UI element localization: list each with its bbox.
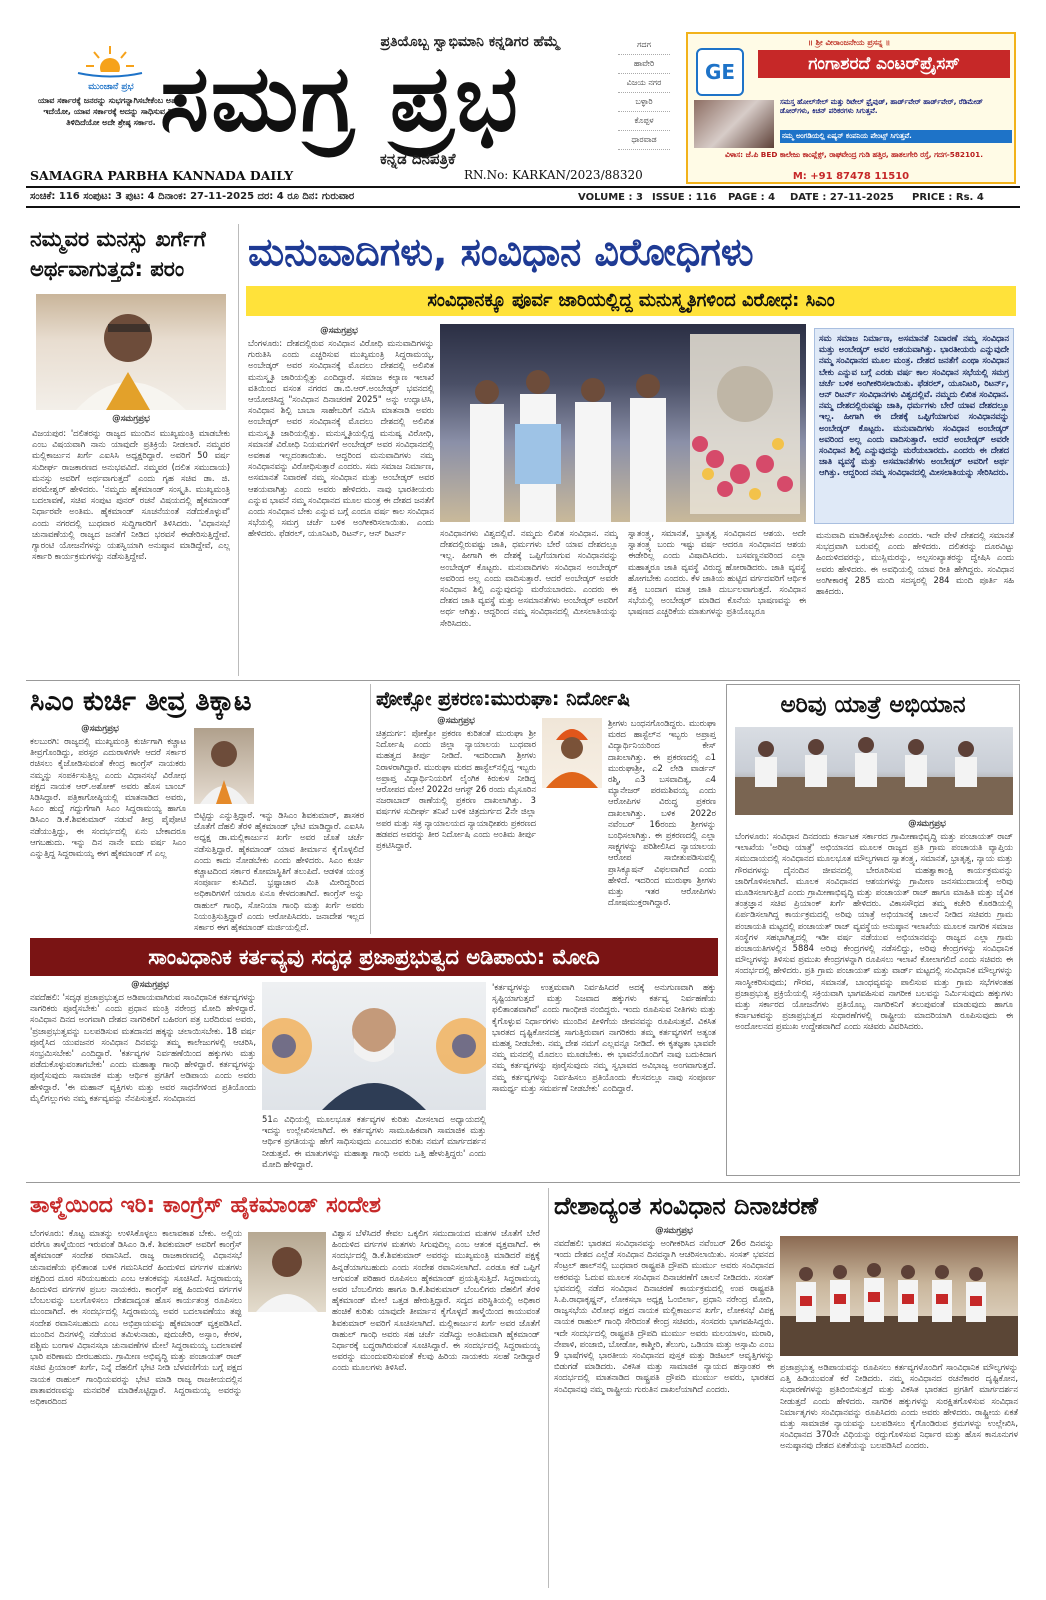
section-rule — [26, 680, 1020, 681]
lead-sidebar-text: ಸಮ ಸಮಾಜ ನಿರ್ಮಾಣ, ಅಸಮಾನತೆ ನಿವಾರಣೆ ನಮ್ಮ ಸಂವಿಧಾನ ಮತ್ತು ಅಂಬೇಡ್ಕರ್ ಅವರ ಆಶಯವಾಗಿತ್ತು. ಭಾರತೀಯರು ಎನ್ನುವುದೇ ನಮ್ಮ ಸಂವಿಧಾನದ ಮೂಲ ಮಂತ್ರ. ದೇಶದ ಜನತೆಗೆ ಎಂಥಾ ಸಂವಿಧಾನ ಬೇಕು ಎನ್ನುವ ಬಗ್ಗೆ ಎರಡು ವರ್ಷ ಕಾಲ ಸಂವಿಧಾನ ಸಭೆಯಲ್ಲಿ ಸಮಗ್ರ ಚರ್ಚೆ ಬಳಿಕ ಅಂಗೀಕರಿಸಲಾಯಿತು. ಫೆಡರಲ್, ಯೂನಿಟರಿ, ರಿಟರ್ನ್, ಆನ್ ರಿಟರ್ನ್ ಸಂವಿಧಾನಗಳು ವಿಶ್ವದಲ್ಲಿವೆ. ನಮ್ಮದು ಲಿಖಿತ ಸಂವಿಧಾನ. ನಮ್ಮ ದೇಶದಲ್ಲಿರುವಷ್ಟು ಜಾತಿ, ಧರ್ಮಗಳು ಬೇರೆ ಯಾವ ದೇಶದಲ್ಲೂ ಇಲ್ಲ. ಹೀಗಾಗಿ ಈ ದೇಶಕ್ಕೆ ಒಪ್ಪಿಗೆಯಾಗುವ ಸಂವಿಧಾನವನ್ನು ಅಂಬೇಡ್ಕರ್ ಕೊಟ್ಟರು. ಮನುವಾದಿಗಳು ಸಂವಿಧಾನ ಅಂಬೇಡ್ಕರ್ ಅವರಿಂದ ಅಲ್ಲ ಎಂದು ವಾದಿಸುತ್ತಾರೆ. ಆದರೆ ಅಂಬೇಡ್ಕರ್ ಅವರೇ ಸಂವಿಧಾನ ಶಿಲ್ಪಿ ಎನ್ನುವುದನ್ನು ಮರೆಯಬಾರದು. ಎಂದರು ಈ ದೇಶದ ಜಾತಿ ವ್ಯವಸ್ಥೆ ಮತ್ತು ಅಸಮಾನತೆಗಳು ಅಂಬೇಡ್ಕರ್ ಅವರಿಗೆ ಅರ್ಥ ಆಗಿತ್ತು. ಆದ್ದರಿಂದ ನಮ್ಮ ಸಂವಿಧಾನದಲ್ಲಿ ಮೀಸಲಾತಿಯನ್ನು ಸೇರಿಸಿದರು. — [819, 333, 1009, 478]
byline: @ಸಮಗ್ರಪ್ರಭ — [908, 819, 946, 829]
issue-date: DATE : 27-11-2025 — [790, 192, 894, 203]
ad-name: ಗಂಗಾಶರದೆ ಎಂಟರ್‌ಪ್ರೈಸಸ್ — [758, 50, 1010, 78]
sun-logo-icon — [70, 42, 150, 82]
story-headline: ತಾಳ್ಮೆಯಿಂದ ಇರಿ: ಕಾಂಗ್ರೆಸ್ ಹೈಕಮಾಂಡ್ ಸಂದೇಶ — [30, 1193, 381, 1218]
masthead-tagline: ಪ್ರತಿಯೊಬ್ಬ ಸ್ವಾಭಿಮಾನಿ ಕನ್ನಡಿಗರ ಹೆಮ್ಮೆ — [380, 34, 560, 50]
samvidhana-col-2: ಪ್ರಜಾಪ್ರಭುತ್ವ ಅಡಿಪಾಯವನ್ನು ರೂಪಿಸಲು ಕರ್ತವ್ಯಗಳೊಂದಿಗೆ ಸಾಂವಿಧಾನಿಕ ಮೌಲ್ಯಗಳನ್ನು ಎತ್ತಿ ಹಿಡಿಯುವಂತೆ ಕರೆ ನೀಡಿದರು. ನಮ್ಮ ಸಂವಿಧಾನದ ರಚನೆಕಾರರ ದೃಷ್ಟಿಕೋನ, ಸುಧಾರಣೆಗಳನ್ನು ಪ್ರತಿಬಿಂಬಿಸುತ್ತದೆ ಮತ್ತು ವಿಕಸಿತ ಭಾರತದ ಪ್ರಗತಿಗೆ ಮಾರ್ಗದರ್ಶನ ನೀಡುತ್ತದೆ ಎಂದು ಹೇಳಿದರು. ನಾಗರಿಕ ಹಕ್ಕುಗಳನ್ನು ಸುರಕ್ಷಿತಗೊಳಿಸುವ ಸಂವಿಧಾನ ನಿರ್ಮಾತೃಗಳು ಸಂವಿಧಾನವನ್ನು ರೂಪಿಸಿದರು ಎಂದು ಅವರು ಹೇಳಿದರು. ರಾಷ್ಟ್ರೀಯ ಏಕತೆ ಮತ್ತು ಸಾಮಾಜಿಕ ನ್ಯಾಯವನ್ನು ಬಲಪಡಿಸಲು ಕೈಗೊಂಡಿರುವ ಕ್ರಮಗಳನ್ನು ಉಲ್ಲೇಖಿಸಿ, ಸಂವಿಧಾನದ 370ನೇ ವಿಧಿಯನ್ನು ರದ್ದುಗೊಳಿಸುವ ನಿರ್ಧಾರ ಮತ್ತು ಹೊಸ ಕಾನೂನುಗಳ ಅನುಷ್ಠಾನವು ದೇಶದ ಏಕತೆಯನ್ನು ಬಲಪಡಿಸಿದೆ ಎಂದರು. — [780, 1362, 1018, 1451]
photo-dk-shivakumar — [248, 1232, 326, 1312]
modi-headline: ಸಾಂವಿಧಾನಿಕ ಕರ್ತವ್ಯವು ಸದೃಢ ಪ್ರಜಾಪ್ರಭುತ್ವದ ಅಡಿಪಾಯ: ಮೋದಿ — [30, 938, 718, 976]
story-parameshwar — [30, 224, 232, 676]
rn-number: RN.No: KARKAN/2023/88320 — [464, 168, 643, 182]
edition-item[interactable]: ಕೊಪ್ಪಳ — [618, 112, 670, 131]
logo — [70, 42, 150, 82]
story-samvidhana — [554, 1188, 1020, 1588]
ad-photo — [694, 100, 774, 148]
edition-item[interactable]: ಬಳ್ಳಾರಿ — [618, 93, 670, 112]
cm-chair-col-1: ಕಲಬುರಗಿ: ರಾಜ್ಯದಲ್ಲಿ ಮುಖ್ಯಮಂತ್ರಿ ಕುರ್ಚಿಗಾಗಿ ಕಚ್ಚಾಟ ತೀವ್ರಗೊಂಡಿದ್ದು, ಪರಸ್ಪರ ಎದುರಾಳಿಗಳೇ ಆದರೆ ಸರ್ಕಾರ ರಚಿಸಲು ಕೈಜೋಡಿಸುವಂತೆ ಕೇಂದ್ರ ಕಾಂಗ್ರೆಸ್ ನಾಯಕರು ನಮ್ಮನ್ನು ಸಂಪರ್ಕಿಸುತ್ತಿಲ್ಲ ಎಂದು ವಿಧಾನಸಭೆ ವಿರೋಧ ಪಕ್ಷದ ನಾಯಕ ಆರ್.ಅಶೋಕ್ ಅವರು ಹೊಸ ಬಾಂಬ್ ಸಿಡಿಸಿದ್ದಾರೆ. ಪತ್ರಿಕಾಗೋಷ್ಠಿಯಲ್ಲಿ ಮಾತನಾಡಿದ ಅವರು, ಸಿಎಂ ಹುದ್ದೆ ಗದ್ದುಗೆಗಾಗಿ ಸಿಎಂ ಸಿದ್ದರಾಮಯ್ಯ ಹಾಗೂ ಡಿಸಿಎಂ ಡಿ.ಕೆ.ಶಿವಕುಮಾರ್ ನಡುವೆ ತೀವ್ರ ಪೈಪೋಟಿ ನಡೆಯುತ್ತಿದ್ದು, ಈ ಸಂದರ್ಭದಲ್ಲಿ ಏನು ಬೇಕಾದರೂ ಆಗಬಹುದು. ಇನ್ನು ದಿನ ನಾನೇ ಐದು ವರ್ಷ ಸಿಎಂ ಎನ್ನುತ್ತಿದ್ದ ಸಿದ್ದರಾಮಯ್ಯ ಈಗ ಹೈಕಮಾಂಡ್ ಗೆ ಎಲ್ಲ — [30, 736, 186, 859]
photo-cm-tribute — [440, 324, 806, 522]
lead-col-1: ಬೆಂಗಳೂರು: ದೇಶದಲ್ಲಿರುವ ಸಂವಿಧಾನ ವಿರೋಧಿ ಮನುವಾದಿಗಳನ್ನು ಗುರುತಿಸಿ ಎಂದು ಎಚ್ಚರಿಸುವ ಮುಖ್ಯಮಂತ್ರಿ ಸಿದ್ದರಾಮಯ್ಯ, ಅಂಬೇಡ್ಕರ್ ಅವರ ಸಂವಿಧಾನಕ್ಕೆ ಮೊದಲು ದೇಶದಲ್ಲಿ ಅಲಿಖಿತ ಮನುಸ್ಮೃತಿ ಜಾರಿಯಲ್ಲಿತ್ತು ಎಂದಿದ್ದಾರೆ. ಸಮಾಜ ಕಲ್ಯಾಣ ಇಲಾಖೆ ವತಿಯಿಂದ ವಸಂತ ನಗರದ ಡಾ.ಬಿ.ಆರ್.ಅಂಬೇಡ್ಕರ್ ಭವನದಲ್ಲಿ ಆಯೋಜಿಸಿದ್ದ "ಸಂವಿಧಾನ ದಿನಾಚರಣೆ 2025" ಅನ್ನು ಉದ್ಘಾಟಿಸಿ, ಸಂವಿಧಾನ ಶಿಲ್ಪಿ ಬಾಬಾ ಸಾಹೇಬರಿಗೆ ನಮಿಸಿ ಮಾತನಾಡಿ ಅವರು ಅಂಬೇಡ್ಕರ್ ಅವರ ಸಂವಿಧಾನಕ್ಕೆ ಮೊದಲು ದೇಶದಲ್ಲಿ ಅಲಿಖಿತ ಮನುಸ್ಮೃತಿ ಜಾರಿಯಲ್ಲಿತ್ತು. ಮನುಸ್ಮೃತಿಯಲ್ಲಿದ್ದ ಮನುಷ್ಯ ವಿರೋಧಿ, ಸಮಾನತೆ ವಿರೋಧಿ ನಿಯಮಗಳಿಗೆ ಅಂಬೇಡ್ಕರ್ ಅವರ ಸಂವಿಧಾನದಲ್ಲಿ ಅವಕಾಶ ಇಲ್ಲದಂತಾಯಿತು. ಆದ್ದರಿಂದ ಮನುವಾದಿಗಳು ನಮ್ಮ ಸಂವಿಧಾನವನ್ನು ವಿರೋಧಿಸುತ್ತಾರೆ ಎಂದರು. ಸಮ ಸಮಾಜ ನಿರ್ಮಾಣ, ಅಸಮಾನತೆ ನಿವಾರಣೆ ನಮ್ಮ ಸಂವಿಧಾನ ಮತ್ತು ಅಂಬೇಡ್ಕರ್ ಅವರ ಆಶಯವಾಗಿತ್ತು ಎಂದು ಅವರು ಹೇಳಿದರು. ನಾವು ಭಾರತೀಯರು ಎನ್ನುವ ಭಾವನೆ ನಮ್ಮ ಸಂವಿಧಾನದ ಮೂಲ ಮಂತ್ರ ಈ ದೇಶದ ಜನತೆಗೆ ಎಂದು ಸಂವಿಧಾನ ಬೇಕು ಎನ್ನುವ ಬಗ್ಗೆ ಎಂದೂ ವರ್ಷ ಕಾಲ ಸಂವಿಧಾನ ಸಭೆಯಲ್ಲಿ ಸಮಗ್ರ ಚರ್ಚೆ ಬಳಿಕ ಅಂಗೀಕರಿಸಲಾಯಿತು. ಎಂದು ಹೇಳಿದರು. ಫೆಡರಲ್, ಯೂನಿಟರಿ, ರಿಟರ್ನ್, ಆನ್ ರಿಟರ್ನ್ — [248, 338, 434, 539]
ad-mobile[interactable]: M: +91 87478 11510 — [792, 171, 910, 182]
cm-chair-col-2: ಬಿಟ್ಟಿದ್ದು ಎನ್ನುತ್ತಿದ್ದಾರೆ. ಇನ್ನು ಡಿಸಿಎಂ ಶಿವಕುಮಾರ್, ಶಾಸಕರ ಜೊತೆಗೆ ದೆಹಲಿ ತೆರಳಿ ಹೈಕಮಾಂಡ್ ಭೇಟಿ ಮಾಡಿದ್ದಾರೆ. ಎಐಸಿಸಿ ಅಧ್ಯಕ್ಷ ಡಾ.ಮಲ್ಲಿಕಾರ್ಜುನ ಖರ್ಗೆ ಅವರ ಜೊತೆ ಚರ್ಚೆ ನಡೆಸುತ್ತಿದ್ದಾರೆ. ಹೈಕಮಾಂಡ್ ಯಾವ ತೀರ್ಮಾನ ಕೈಗೊಳ್ಳಲಿದೆ ಎಂದು ಕಾದು ನೋಡಬೇಕು ಎಂದು ಹೇಳಿದರು. ಸಿಎಂ ಕುರ್ಚಿ ಕಚ್ಚಾಟದಿಂದ ಸರ್ಕಾರ ಕೋಮಾಸ್ಥಿತಿಗೆ ತಲುಪಿದೆ. ಆಡಳಿತ ಯಂತ್ರ ಸಂಪೂರ್ಣ ಕುಸಿದಿದೆ. ಭ್ರಷ್ಟಾಚಾರ ಮಿತಿ ಮೀರಿದ್ದರಿಂದ ಅಧಿಕಾರಿಗಳಿಗೆ ಯಾರೂ ಏನೂ ಕೇಳದಂತಾಗಿದೆ. ಕಾಂಗ್ರೆಸ್ ಅನ್ನು ರಾಹುಲ್ ಗಾಂಧಿ, ಸೋನಿಯಾ ಗಾಂಧಿ ಮತ್ತು ಖರ್ಗೆ ಅವರು ನಿಯಂತ್ರಿಸುತ್ತಿದ್ದಾರೆ ಎಂದು ಆರೋಪಿಸಿದರು. ಜನಾದೇಶ ಇಲ್ಲದ ಸರ್ಕಾರ ಈಗ ಹೈಕಮಾಂಡ್ ಮರ್ಜಿಯಲ್ಲಿದೆ. — [194, 810, 364, 932]
edition-item[interactable]: ಧಾರವಾಡ — [618, 131, 670, 150]
lead-headline: ಮನುವಾದಿಗಳು, ಸಂವಿಧಾನ ವಿರೋಧಿಗಳು — [248, 230, 754, 274]
lead-col-3: ಸ್ವಾತಂತ್ರ್ಯ, ಸಮಾನತೆ, ಭ್ರಾತೃತ್ವ ಸಂವಿಧಾನದ ಆಶಯ. ಅದೇ ಸ್ವಾತಂತ್ರ್ಯ ಬಂದು ಇಷ್ಟು ವರ್ಷ ಆದರೂ ಸಂವಿಧಾನದ ಆಶಯ ಈಡೇರಿಲ್ಲ ಎಂದು ವಿಷಾದಿಸಿದರು. ಬಸವಣ್ಣನವರಿಂದ ಎಲ್ಲಾ ಮಹಾತ್ಮರೂ ಜಾತಿ ವ್ಯವಸ್ಥೆ ವಿರುದ್ಧ ಹೋರಾಡಿದರು. ಜಾತಿ ವ್ಯವಸ್ಥೆ ಹೋಗಬೇಕು ಎಂದರು. ಕೆಳ ಜಾತಿಯ ಹುಟ್ಟಿದ ವರ್ಗದವರಿಗೆ ಆರ್ಥಿಕ ಶಕ್ತಿ ಬಂದಾಗ ಮಾತ್ರ ಜಾತಿ ದುರ್ಬಲವಾಗುತ್ತದೆ. ಸಂವಿಧಾನ ಸಭೆಯಲ್ಲಿ ಅಂಬೇಡ್ಕರ್ ಮಾಡಿದ ಕೊನೆಯ ಭಾಷಣವನ್ನು ಈ ಭಾಷಣದ ಎಚ್ಚರಿಕೆಯ ಮಾತುಗಳನ್ನು ಪ್ರತಿಯೊಬ್ಬರೂ — [628, 528, 806, 617]
modi-col-2: 51ಎ ವಿಧಿಯಲ್ಲಿ ಮೂಲಭೂತ ಕರ್ತವ್ಯಗಳ ಕುರಿತು ಮೀಸಲಾದ ಅಧ್ಯಾಯದಲ್ಲಿ ಇದನ್ನು ಉಲ್ಲೇಖಿಸಲಾಗಿದೆ. ಈ ಕರ್ತವ್ಯಗಳು ಸಾಮೂಹಿಕವಾಗಿ ಸಾಮಾಜಿಕ ಮತ್ತು ಆರ್ಥಿಕ ಪ್ರಗತಿಯನ್ನು ಹೇಗೆ ಸಾಧಿಸುವುದು ಎಂಬುದರ ಕುರಿತು ನಮಗೆ ಮಾರ್ಗದರ್ಶನ ನೀಡುತ್ತವೆ. ಈ ಮಾತುಗಳನ್ನು ಮಹಾತ್ಮಾ ಗಾಂಧಿ ಅವರು ಒತ್ತಿ ಹೇಳುತ್ತಿದ್ದರು' ಎಂದು ಮೋದಿ ಹೇಳಿದ್ದಾರೆ. — [262, 1114, 486, 1169]
ad-logo: GE — [696, 48, 744, 96]
story-headline: ಸಿಎಂ ಕುರ್ಚಿ ತೀವ್ರ ತಿಕ್ಕಾಟ — [30, 686, 252, 717]
ad-address: ವಿಳಾಸ: ಜೆ.ಪಿ BED ಕಾಲೇಜು ಕಾಂಪ್ಲೆಕ್ಸ್, ರಾಘವೇಂದ್ರ ಗುಡಿ ಹತ್ತಿರ, ಹಾತಲಗೇರಿ ರಸ್ತೆ, ಗದಗ-582101. — [725, 150, 983, 159]
story-headline: ಅರಿವು ಯಾತ್ರೆ ಅಭಿಯಾನ — [780, 692, 966, 718]
issue-volume: VOLUME : 3 — [578, 192, 643, 203]
byline: @ಸಮಗ್ರಪ್ರಭ — [81, 724, 119, 734]
story-headline: ದೇಶಾದ್ಯಂತ ಸಂವಿಧಾನ ದಿನಾಚರಣೆ — [554, 1192, 818, 1220]
mission-statement: ಯಾವ ಸರ್ಕಾರಕ್ಕೆ ಜನರನ್ನು ಸುಭಗನ್ನಾಗಿಸಬೇಕೆಂಬ ಅಪೇಕ್ಷೆ ಇದೆಯೋ, ಯಾವ ಸರ್ಕಾರಕ್ಕೆ ಅದನ್ನು ಸಾಧಿಸುವ ರೀತಿ ತಿಳಿದಿದೆಯೋ ಅದೇ ಶ್ರೇಷ್ಠ ಸರ್ಕಾರ. — [37, 96, 185, 127]
byline: @ಸಮಗ್ರಪ್ರಭ — [112, 414, 150, 424]
edition-item[interactable]: ಗದಗ — [618, 36, 670, 55]
edition-item[interactable]: ಹಾವೇರಿ — [618, 55, 670, 74]
congress-col-1: ಬೆಂಗಳೂರು: ಕೊಟ್ಟ ಮಾತನ್ನು ಉಳಿಸಿಕೊಳ್ಳಲು ಕಾಲಾವಕಾಶ ಬೇಕು. ಅಲ್ಲಿಯ ವರೆಗೂ ತಾಳ್ಮೆಯಿಂದ ಇರುವಂತೆ ಡಿಸಿಎಂ ಡಿ.ಕೆ. ಶಿವಕುಮಾರ್ ಅವರಿಗೆ ಕಾಂಗ್ರೆಸ್ ಹೈಕಮಾಂಡ್ ಸಂದೇಶ ರವಾನಿಸಿದೆ. ರಾಜ್ಯ ರಾಜಕಾರಣದಲ್ಲಿ ವಿಧಾನಸಭೆ ಚುನಾವಣೆಯ ಫಲಿತಾಂಶ ಬಳಿಕ ಗಮನಿಸಿದರೆ ಹಿಂದುಳಿದ ವರ್ಗಗಳ ಮತಗಳು ಪಕ್ಷದಿಂದ ದೂರ ಸರಿಯಬಹುದು ಎಂಬ ಆತಂಕವನ್ನು ಸೂಚಿಸಿದೆ. ಸಿದ್ದರಾಮಯ್ಯ ಹಿಂದುಳಿದ ವರ್ಗಗಳ ಪ್ರಬಲ ನಾಯಕರು. ಕಾಂಗ್ರೆಸ್ ಪಕ್ಷ ಹಿಂದುಳಿದ ವರ್ಗಗಳ ಬೆಂಬಲವನ್ನು ಬಲಗೊಳಿಸಲು ದೇಶದಾದ್ಯಂತ ಹೊಸ ಕಾರ್ಯತಂತ್ರ ರೂಪಿಸಲು ಮುಂದಾಗಿದೆ. ಈ ಸಂದರ್ಭದಲ್ಲಿ ಸಿದ್ದರಾಮಯ್ಯ ಅವರ ಬದಲಾವಣೆಯು ತಪ್ಪು ಸಂದೇಶ ರವಾನಿಸಬಹುದು ಎಂಬ ಅಭಿಪ್ರಾಯವನ್ನು ಹೈಕಮಾಂಡ್ ವ್ಯಕ್ತಪಡಿಸಿದೆ. ಮುಂದಿನ ದಿನಗಳಲ್ಲಿ ನಡೆಯುವ ತಮಿಳುನಾಡು, ಪುದುಚೇರಿ, ಅಸ್ಸಾಂ, ಕೇರಳ, ಪಶ್ಚಿಮ ಬಂಗಾಳ ವಿಧಾನಸಭಾ ಚುನಾವಣೆಗಳ ಮೇಲೆ ಸಿದ್ದರಾಮಯ್ಯ ಬದಲಾವಣೆ ಭಾರಿ ಪರಿಣಾಮ ಬೀರಬಹುದು. ಗ್ರಾಮೀಣ ಅಭಿವೃದ್ಧಿ ಮತ್ತು ಪಂಚಾಯತ್ ರಾಜ್ ಸಚಿವ ಪ್ರಿಯಾಂಕ್ ಖರ್ಗೆ, ನಿನ್ನೆ ದೆಹಲಿಗೆ ಭೇಟಿ ನೀಡಿ ಬೆಳವಣಿಗೆಯ ಬಗ್ಗೆ ಪಕ್ಷದ ನಾಯಕ ರಾಹುಲ್ ಗಾಂಧಿಯವರನ್ನು ಭೇಟಿ ಮಾಡಿ ರಾಜ್ಯ ರಾಜಕೀಯದಲ್ಲಿನ ಪಾತಾವರಣವನ್ನು ಮನವರಿಕೆ ಮಾಡಿಕೊಟ್ಟಿದ್ದಾರೆ. ಸಿದ್ದರಾಮಯ್ಯ ಅವರನ್ನು ಅಧಿಕಾರದಿಂದ — [30, 1228, 242, 1407]
lead-sidebar-continued: ಮನುವಾದಿ ಮಾಡಿಕೊಳ್ಳಬೇಕು ಎಂದರು. ಇದೇ ವೇಳೆ ದೇಶದಲ್ಲಿ ಸಮಾನತೆ ಸುಭದ್ರವಾಗಿ ಬರುವಲ್ಲಿ ಎಂದು ಹೇಳಿದರು. ದಲಿತರನ್ನು ದೂರವಿಟ್ಟು ಹಿಂದುಳಿದವರನ್ನು, ಮುಸ್ಲಿಮರನ್ನು, ಅಲ್ಪಸಂಖ್ಯಾತರನ್ನು ದ್ವೇಷಿಸಿ ಎಂದು ಅವರು ಹೇಳಿದರು. ಈ ಅವಧಿಯಲ್ಲಿ ಯಾವ ರೀತಿ ಹೇಗಿದ್ದರು. ಸಂವಿಧಾನ ಅಂಗೀಕಾರಕ್ಕೆ 285 ಮಂದಿ ಸದಸ್ಯರಲ್ಲಿ 284 ಮಂದಿ ಪೂರ್ತಿ ಸಹಿ ಹಾಕಿದರು. — [816, 530, 1014, 597]
photo-parameshwar — [36, 294, 226, 410]
lead-subhead: ಸಂವಿಧಾನಕ್ಕೂ ಪೂರ್ವ ಜಾರಿಯಲ್ಲಿದ್ದ ಮನುಸ್ಮೃತಿಗಳಿಂದ ವಿರೋಧ: ಸಿಎಂ — [246, 286, 1016, 316]
congress-col-2: ವಿಶ್ವಾಸ ಬೆಳೆಸಿದರೆ ಕೇವಲ ಒಕ್ಕಲಿಗ ಸಮುದಾಯದ ಮತಗಳ ಜೊತೆಗೆ ಬೇರೆ ಹಿಂದುಳಿದ ವರ್ಗಗಳ ಮತಗಳು ಸಿಗುವುದಿಲ್ಲ ಎಂಬ ಆತಂಕ ವ್ಯಕ್ತವಾಗಿದೆ. ಈ ಸಂದರ್ಭದಲ್ಲಿ ಡಿ.ಕೆ.ಶಿವಕುಮಾರ್ ಅವರನ್ನು ಮುಖ್ಯಮಂತ್ರಿ ಮಾಡಿದರೆ ಪಕ್ಷಕ್ಕೆ ಹಿನ್ನಡೆಯಾಗಬಹುದು ಎಂದು ಸಂದೇಶ ರವಾನಿಸಲಾಗಿದೆ. ಎರಡೂ ಕಡೆ ಒಪ್ಪಿಗೆ ಆಗುವಂತೆ ಪರಿಹಾರ ರೂಪಿಸಲು ಹೈಕಮಾಂಡ್ ಪ್ರಯತ್ನಿಸುತ್ತಿದೆ. ಸಿದ್ದರಾಮಯ್ಯ ಅವರ ಬೆಂಬಲಿಗರು ಹಾಗೂ ಡಿ.ಕೆ.ಶಿವಕುಮಾರ್ ಬೆಂಬಲಿಗರು ದೆಹಲಿಗೆ ತೆರಳಿ ಹೈಕಮಾಂಡ್ ಮೇಲೆ ಒತ್ತಡ ಹೇರುತ್ತಿದ್ದಾರೆ. ಸದ್ಯದ ಪರಿಸ್ಥಿತಿಯಲ್ಲಿ ಅಧಿಕಾರ ಹಂಚಿಕೆ ಕುರಿತು ಯಾವುದೇ ತೀರ್ಮಾನ ಕೈಗೊಳ್ಳದೆ ತಾಳ್ಮೆಯಿಂದ ಕಾಯುವಂತೆ ಶಿವಕುಮಾರ್ ಅವರಿಗೆ ಸೂಚಿಸಲಾಗಿದೆ. ಮಲ್ಲಿಕಾರ್ಜುನ ಖರ್ಗೆ ಅವರ ಜೊತೆಗೆ ರಾಹುಲ್ ಗಾಂಧಿ ಅವರು ಸಹ ಚರ್ಚೆ ನಡೆಸಿದ್ದು ಅಂತಿಮವಾಗಿ ಹೈಕಮಾಂಡ್ ನಿರ್ಧಾರಕ್ಕೆ ಬದ್ಧರಾಗಿರುವಂತೆ ಸೂಚಿಸಿದ್ದಾರೆ. ಈ ಸಂದರ್ಭದಲ್ಲಿ ಸಿದ್ದರಾಮಯ್ಯ ಅವರನ್ನು ಮುಂದುವರಿಸುವಂತೆ ಕೆಲವು ಹಿರಿಯ ನಾಯಕರು ಸಲಹೆ ನೀಡಿದ್ದಾರೆ ಎಂದು ಮೂಲಗಳು ತಿಳಿಸಿವೆ. — [332, 1228, 540, 1373]
ad-kicker: ॥ ಶ್ರೀ ವೀರಾಂಜನೇಯ ಪ್ರಸನ್ನ ॥ — [808, 38, 891, 47]
column-rule — [548, 1188, 549, 1588]
modi-col-1: ನವದೆಹಲಿ: 'ಸದೃಢ ಪ್ರಜಾಪ್ರಭುತ್ವದ ಅಡಿಪಾಯವಾಗಿರುವ ಸಾಂವಿಧಾನಿಕ ಕರ್ತವ್ಯಗಳನ್ನು ನಾಗರಿಕರು ಪೂರೈಸಬೇಕು' ಎಂದು ಪ್ರಧಾನ ಮಂತ್ರಿ ನರೇಂದ್ರ ಮೋದಿ ಹೇಳಿದ್ದಾರೆ. ಸಂವಿಧಾನ ದಿನದ ಅಂಗವಾಗಿ ದೇಶದ ನಾಗರಿಕರಿಗೆ ಬಹಿರಂಗ ಪತ್ರ ಬರೆದಿರುವ ಅವರು, 'ಪ್ರಜಾಪ್ರಭುತ್ವವನ್ನು ಬಲಪಡಿಸುವ ಮತದಾನದ ಹಕ್ಕನ್ನು ಚಲಾಯಿಸಬೇಕು. 18 ವರ್ಷ ಪೂರೈಸಿದ ಯುವಜನರ ಸಂವಿಧಾನ ದಿನವನ್ನು ತಮ್ಮ ಕಾಲೇಜುಗಳಲ್ಲಿ ಆಚರಿಸಿ, ಸಂಭ್ರಮಿಸಬೇಕು' ಎಂದಿದ್ದಾರೆ. 'ಕರ್ತವ್ಯಗಳ ನಿರ್ವಹಣೆಯಿಂದ ಹಕ್ಕುಗಳು ಮತ್ತು ಪಡೆದುಕೊಳ್ಳುವಂತಾಗಬೇಕು' ಎಂದು ಮಹಾತ್ಮಾ ಗಾಂಧಿ ಹೇಳಿದ್ದಾರೆ. ಕರ್ತವ್ಯಗಳನ್ನು ಪೂರೈಸುವುದು ಸಾಮಾಜಿಕ ಮತ್ತು ಆರ್ಥಿಕ ಪ್ರಗತಿಗೆ ಅಡಿಪಾಯ ಎಂದು ಅವರು ಹೇಳಿದ್ದಾರೆ. 'ಈ ಮಹಾನ್ ವ್ಯಕ್ತಿಗಳು ಮತ್ತು ಅವರ ಸಾಧನೆಗಳಿಂದ ಪ್ರತಿಯೊಂದು ಮೈಲಿಗಲ್ಲುಗಳು ನಮ್ಮ ಕರ್ತವ್ಯವನ್ನು ನೆನಪಿಸುತ್ತವೆ. ಸಂವಿಧಾನದ — [30, 992, 256, 1103]
pocso-col-1: ಚಿತ್ರದುರ್ಗ: ಪೋಕ್ಸೋ ಪ್ರಕರಣ ಕುರಿತಂತೆ ಮುರುಘಾ ಶ್ರೀ ನಿರ್ದೋಷಿ ಎಂದು ಜಿಲ್ಲಾ ನ್ಯಾಯಾಲಯ ಬುಧವಾರ ಮಹತ್ವದ ತೀರ್ಪು ನೀಡಿದೆ. ಇದರಿಂದಾಗಿ ಶ್ರೀಗಳು ನಿರಾಳರಾಗಿದ್ದಾರೆ. ಮುರುಘಾ ಮಠದ ಹಾಸ್ಟೆಲ್‌ನಲ್ಲಿದ್ದ ಇಬ್ಬರು ಅಪ್ರಾಪ್ತ ವಿದ್ಯಾರ್ಥಿನಿಯರಿಗೆ ಲೈಂಗಿಕ ಕಿರುಕುಳ ನೀಡಿದ್ದ ಆರೋಪದ ಮೇಲೆ 2022ರ ಆಗಸ್ಟ್ 26 ರಂದು ಮೈಸೂರಿನ ನಜರಾಬಾದ್ ಠಾಣೆಯಲ್ಲಿ ಪ್ರಕರಣ ದಾಖಲಾಗಿತ್ತು. 3 ವರ್ಷಗಳ ಸುದೀರ್ಘ ತನಿಖೆ ಬಳಿಕ ಚಿತ್ರದುರ್ಗದ 2ನೇ ಜಿಲ್ಲಾ ಅಪರ ಮತ್ತು ಸತ್ರ ನ್ಯಾಯಾಲಯದ ನ್ಯಾಯಾಧೀಶರು ಪ್ರಕರಣದ ಹಡಪದ ಅವರನ್ನು ತೀರ ನಿರ್ದೋಷಿ ಎಂದು ಅಂತಿಮ ತೀರ್ಪು ಪ್ರಕಟಿಸಿದ್ದಾರೆ. — [376, 728, 536, 851]
column-rule — [238, 224, 239, 676]
ad-ganga-sharada[interactable] — [686, 32, 1016, 184]
story-arivu-yatre — [726, 684, 1020, 1176]
english-name: SAMAGRA PARBHA KANNADA DAILY — [30, 168, 294, 183]
lead-story — [244, 224, 1020, 676]
edition-item[interactable]: ವಿಜಯ ನಗರ — [618, 74, 670, 93]
photo-parliament — [780, 1236, 1018, 1356]
edition-list — [618, 36, 674, 150]
story-headline: ಪೋಕ್ಸೋ ಪ್ರಕರಣ:ಮುರುಘಾ: ನಿರ್ದೋಷಿ — [376, 688, 631, 710]
masthead — [0, 0, 1046, 214]
byline: @ಸಮಗ್ರಪ್ರಭ — [131, 980, 169, 990]
photo-murugha-shri — [542, 718, 602, 788]
photo-r-ashok — [194, 728, 254, 804]
lead-sidebar — [814, 328, 1014, 524]
lead-col-2: ಸಂವಿಧಾನಗಳು ವಿಶ್ವದಲ್ಲಿವೆ. ನಮ್ಮದು ಲಿಖಿತ ಸಂವಿಧಾನ. ನಮ್ಮ ದೇಶದಲ್ಲಿರುವಷ್ಟು ಜಾತಿ, ಧರ್ಮಗಳು ಬೇರೆ ಯಾವ ದೇಶದಲ್ಲೂ ಇಲ್ಲ. ಹೀಗಾಗಿ ಈ ದೇಶಕ್ಕೆ ಒಪ್ಪಿಗೆಯಾಗುವ ಸಂವಿಧಾನವನ್ನು ಅಂಬೇಡ್ಕರ್ ಕೊಟ್ಟರು. ಮನುವಾದಿಗಳು ಸಂವಿಧಾನ ಅಂಬೇಡ್ಕರ್ ಅವರಿಂದ ಅಲ್ಲ ಎಂದು ವಾದಿಸುತ್ತಾರೆ. ಆದರೆ ಅಂಬೇಡ್ಕರ್ ಅವರೇ ಸಂವಿಧಾನ ಶಿಲ್ಪಿ ಎನ್ನುವುದನ್ನು ಮರೆಯಬಾರದು. ಎಂದರು ಈ ದೇಶದ ಜಾತಿ ವ್ಯವಸ್ಥೆ ಮತ್ತು ಅಸಮಾನತೆಗಳು ಅಂಬೇಡ್ಕರ್ ಅವರಿಗೆ ಅರ್ಥ ಆಗಿತ್ತು. ಆದ್ದರಿಂದ ನಮ್ಮ ಸಂವಿಧಾನದಲ್ಲಿ ಮೀಸಲಾತಿಯನ್ನು ಸೇರಿಸಿದರು. — [440, 528, 618, 628]
masthead-title: ಸಮಗ್ರ ಪ್ರಭ — [160, 44, 520, 152]
modi-col-3: 'ಕರ್ತವ್ಯಗಳನ್ನು ಉತ್ತಮವಾಗಿ ನಿರ್ವಹಿಸಿದರೆ ಅದಕ್ಕೆ ಅನುಗುಣವಾಗಿ ಹಕ್ಕು ಸೃಷ್ಟಿಯಾಗುತ್ತದೆ ಮತ್ತು ನಿಜವಾದ ಹಕ್ಕುಗಳು ಕರ್ತವ್ಯ ನಿರ್ವಹಣೆಯ ಫಲಿತಾಂಶವಾಗಿವೆ' ಎಂದು ಗಾಂಧೀಜಿ ನಂಬಿದ್ದರು. ಇಂದು ರೂಪಿಸುವ ನೀತಿಗಳು ಮತ್ತು ಕೈಗೊಳ್ಳುವ ನಿರ್ಧಾರಗಳು ಮುಂದಿನ ಪೀಳಿಗೆಯ ಜೀವನವನ್ನು ರೂಪಿಸುತ್ತವೆ. ವಿಕಸಿತ ಭಾರತದ ದೃಷ್ಟಿಕೋನದತ್ತ ಸಾಗುತ್ತಿರುವಾಗ ನಾಗರಿಕರು ತಮ್ಮ ಕರ್ತವ್ಯಗಳಿಗೆ ಅತ್ಯಂತ ಮಹತ್ವ ನೀಡಬೇಕು. ನಮ್ಮ ದೇಶ ನಮಗೆ ಎಲ್ಲವನ್ನೂ ನೀಡಿದೆ. ಈ ಕೃತಜ್ಞತಾ ಭಾವವೇ ನಮ್ಮ ಮನದಲ್ಲಿ ಮೊದಲು ಮೂಡಬೇಕು. ಈ ಭಾವನೆಯೊಂದಿಗೆ ನಾವು ಬದುಕಿದಾಗ ನಮ್ಮ ಕರ್ತವ್ಯಗಳನ್ನು ಪೂರೈಸುವುದು ನಮ್ಮ ಸ್ವಭಾವದ ಅವಿಭಾಜ್ಯ ಅಂಗವಾಗುತ್ತದೆ. ನಮ್ಮ ಕರ್ತವ್ಯಗಳನ್ನು ನಿರ್ವಹಿಸಲು ಪ್ರತಿಯೊಂದು ಕೆಲಸದಲ್ಲೂ ನಾವು ಸಂಪೂರ್ಣ ಸಾಮರ್ಥ್ಯ ಮತ್ತು ಸಮರ್ಪಣೆ ನೀಡಬೇಕು' ಎಂದಿದ್ದಾರೆ. — [492, 982, 716, 1093]
byline: @ಸಮಗ್ರಪ್ರಭ — [655, 1226, 693, 1236]
logo-brand: ಮುಂಜಾನೆ ಪ್ರಭ — [88, 82, 134, 92]
issue-number: ISSUE : 116 — [652, 192, 717, 203]
arivu-body: ಬೆಂಗಳೂರು: ಸಂವಿಧಾನ ದಿನದಂದು ಕರ್ನಾಟಕ ಸರ್ಕಾರದ ಗ್ರಾಮೀಣಾಭಿವೃದ್ಧಿ ಮತ್ತು ಪಂಚಾಯತ್ ರಾಜ್ ಇಲಾಖೆಯ 'ಅರಿವು ಯಾತ್ರೆ' ಅಭಿಯಾನದ ಮೂಲಕ ರಾಜ್ಯದ ಪ್ರತಿ ಗ್ರಾಮ ಪಂಚಾಯತಿ ವ್ಯಾಪ್ತಿಯ ಸಮುದಾಯದಲ್ಲಿ ಸಂವಿಧಾನದ ಮೂಲಭೂತ ಮೌಲ್ಯಗಳಾದ ಸ್ವಾತಂತ್ರ್ಯ, ಸಮಾನತೆ, ಭ್ರಾತೃತ್ವ, ನ್ಯಾಯ ಮತ್ತು ಗೌರವಗಳನ್ನು ದೈನಂದಿನ ಜೀವನದಲ್ಲಿ ಬೇರೂರಿಸುವ ಮಹತ್ವಾಕಾಂಕ್ಷಿ ಕಾರ್ಯಕ್ರಮವನ್ನು ಜಾರಿಗೊಳಿಸಲಾಗಿದೆ. ಮೂಲಕ ಸಂವಿಧಾನದ ಆಶಯಗಳನ್ನು ಗ್ರಾಮೀಣ ಜನಸಮುದಾಯಕ್ಕೆ ಅರಿವು ಮೂಡಿಸಲಾಗುತ್ತಿದೆ ಎಂದು ಗ್ರಾಮೀಣಾಭಿವೃದ್ಧಿ ಮತ್ತು ಪಂಚಾಯತ್ ರಾಜ್ ಹಾಗೂ ಮಾಹಿತಿ ಮತ್ತು ಜೈವಿಕ ತಂತ್ರಜ್ಞಾನ ಸಚಿವ ಪ್ರಿಯಾಂಕ್ ಖರ್ಗೆ ಹೇಳಿದರು. ವಿಕಾಸಸೌಧದ ತಮ್ಮ ಕಚೇರಿ ಕೊಠಡಿಯಲ್ಲಿ ಏರ್ಪಡಿಸಲಾಗಿದ್ದ ಕಾರ್ಯಕ್ರಮದಲ್ಲಿ ಅರಿವು ಯಾತ್ರೆ ಅಭಿಯಾನಕ್ಕೆ ಚಾಲನೆ ನೀಡಿದ ಸಚಿವರು ಗ್ರಾಮ ಪಂಚಾಯತಿ ಮಟ್ಟದಲ್ಲಿ ಪಂಚಾಯತ್ ರಾಜ್ ವ್ಯವಸ್ಥೆಯ ಅನುಷ್ಠಾನ ಇಲಾಖೆಯ ಮೂಲಕ ನಾಗರಿಕ ಸಮಾಜ ಸಂಸ್ಥೆಗಳ ಸಹಭಾಗಿತ್ವದಲ್ಲಿ ಇಡೀ ವರ್ಷ ನಡೆಯುವ ಅಭಿಯಾನವನ್ನು ರಾಜ್ಯದ ಎಲ್ಲಾ ಗ್ರಾಮ ಪಂಚಾಯತಿಗಳಲ್ಲಿನ 5884 ಅರಿವು ಕೇಂದ್ರಗಳಲ್ಲಿ ನಡೆಸಲಿದ್ದು, ಅರಿವು ಕೇಂದ್ರಗಳನ್ನು ಸಂವಿಧಾನಿಕ ಮೌಲ್ಯಗಳನ್ನು ತಿಳಿಸುವ ಪ್ರಮುಖ ಕೇಂದ್ರಗಳನ್ನಾಗಿ ರೂಪಿಸಲು ಇಲಾಖೆ ಕೋಲಾಗಲಿದೆ ಎಂದು ಸಚಿವರು ಈ ಸಂದರ್ಭದಲ್ಲಿ ಹೇಳಿದರು. ಪ್ರತಿ ಗ್ರಾಮ ಪಂಚಾಯತ್ ಮತ್ತು ವಾರ್ಡ್ ಮಟ್ಟದಲ್ಲಿ ಸಂವಿಧಾನಿಕ ಮೌಲ್ಯಗಳನ್ನು ಸಾಂಸ್ಥೀಕರಿಸುವುದು; ಗೌರವ, ಸಮಾನತೆ, ಬಾಂಧವ್ಯವನ್ನು ಪಾಲಿಸುವ ಮತ್ತು ಗ್ರಾಮ ಸಭೆಗಳಂತಹ ಪ್ರಜಾಪ್ರಭುತ್ವ ಪ್ರಕ್ರಿಯೆಯಲ್ಲಿ ಸಕ್ರಿಯವಾಗಿ ಭಾಗವಹಿಸುವ ನಾಗರೀಕ ಬಲವನ್ನು ನಿರ್ಮಿಸುವುದು ಹಕ್ಕುಗಳು ಮತ್ತು ಸರ್ಕಾರದ ಯೋಜನೆಗಳು ಪ್ರತಿಯೊಬ್ಬ ನಾಗರಿಕನಿಗೆ ತಲುಪುವಂತೆ ಮಾಡುವುದು ಹಾಗೂ ಕರ್ನಾಟಕವನ್ನು ಪ್ರಜಾಪ್ರಭುತ್ವದ ಸುಧಾರಣೆಗಳಲ್ಲಿ ರಾಷ್ಟ್ರೀಯ ಮಾದರಿಯಾಗಿ ರೂಪಿಸುವುದು ಈ ಅಂದೋಲನದ ಪ್ರಮುಖ ಉದ್ದೇಶವಾಗಿದೆ ಎಂದು ಸಚಿವರು ವಿವರಿಸಿದರು. — [735, 831, 1013, 1032]
issue-bar-kannada: ಸಂಚಿಕೆ: 116 ಸಂಪುಟ: 3 ಪುಟ: 4 ದಿನಾಂಕ: 27-11-2025 ದರ: 4 ರೂ ದಿನ: ಗುರುವಾರ — [30, 191, 355, 202]
registration-strip — [30, 1590, 1020, 1596]
samvidhana-col-1: ನವದೆಹಲಿ: ಭಾರತದ ಸಂವಿಧಾನವನ್ನು ಅಂಗೀಕರಿಸಿದ ನವೆಂಬರ್ 26ರ ದಿನವನ್ನು ಇಂದು ದೇಶದ ಎಲ್ಲೆಡೆ ಸಂವಿಧಾನ ದಿನವನ್ನಾಗಿ ಆಚರಿಸಲಾಯಿತು. ಸಂಸತ್ ಭವನದ ಸೆಂಟ್ರಲ್ ಹಾಲ್‌ನಲ್ಲಿ ಬುಧವಾರ ರಾಷ್ಟ್ರಪತಿ ದ್ರೌಪದಿ ಮುರ್ಮು ಅವರು ಸಂವಿಧಾನದ ಅಕರವನ್ನು ಓದುವ ಮೂಲಕ ಸಂವಿಧಾನ ದಿನಾಚರಣೆಗೆ ಚಾಲನೆ ನೀಡಿದರು. ಸಂಸತ್ ಭವನದಲ್ಲಿ ನಡೆದ ಸಂವಿಧಾನ ದಿನಾಚರಣೆ ಕಾರ್ಯಕ್ರಮದಲ್ಲಿ ಉಪ ರಾಷ್ಟ್ರಪತಿ ಸಿ.ಪಿ.ರಾಧಾಕೃಷ್ಣನ್, ಲೋಕಸಭಾ ಅಧ್ಯಕ್ಷ ಓಂಬಿರ್ಲಾ, ಪ್ರಧಾನಿ ನರೇಂದ್ರ ಮೋದಿ, ರಾಜ್ಯಸಭೆಯ ವಿರೋಧ ಪಕ್ಷದ ನಾಯಕ ಮಲ್ಲಿಕಾರ್ಜುನ ಖರ್ಗೆ, ಲೋಕಸಭೆ ವಿಪಕ್ಷ ನಾಯಕ ರಾಹುಲ್ ಗಾಂಧಿ ಸೇರಿದಂತೆ ಕೇಂದ್ರ ಸಚಿವರು, ಸಂಸದರು ಭಾಗವಹಿಸಿದ್ದರು. ಇದೇ ಸಂದರ್ಭದಲ್ಲಿ ರಾಷ್ಟ್ರಪತಿ ದ್ರೌಪದಿ ಮುರ್ಮು ಅವರು ಮಲಯಾಳಂ, ಮರಾಠಿ, ನೇಪಾಳಿ, ಪಂಜಾಬಿ, ಬೋಡೋ, ಕಾಶ್ಮೀರಿ, ತೆಲುಗು, ಒಡಿಯಾ ಮತ್ತು ಅಸ್ಸಾಮಿ ಎಂಬ 9 ಭಾಷೆಗಳಲ್ಲಿ ಭಾರತೀಯ ಸಂವಿಧಾನದ ಪುಸ್ತಕ ಮತ್ತು ಡಿಜಿಟಲ್ ಆವೃತ್ತಿಗಳನ್ನು ಬಿಡುಗಡೆ ಮಾಡಿದರು. ವಿಕಸಿತ ಮತ್ತು ಸಾಮಾಜಿಕ ನ್ಯಾಯದ ಹಸ್ತಾಂತರ ಈ ಸಂದರ್ಭದಲ್ಲಿ ಮಾತನಾಡಿದ ರಾಷ್ಟ್ರಪತಿ ದ್ರೌಪದಿ ಮುರ್ಮು ಅವರು, ಭಾರತದ ಸಂವಿಧಾನವು ನಮ್ಮ ರಾಷ್ಟ್ರೀಯ ಗುರುತಿನ ದಾಖಲೆಯಾಗಿದೆ ಎಂದರು. — [554, 1238, 774, 1394]
story-cm-chair — [30, 684, 366, 934]
byline: @ಸಮಗ್ರಪ್ರಭ — [437, 716, 475, 726]
pocso-col-2: ಶ್ರೀಗಳು ಬಂಧನಗೊಂಡಿದ್ದರು. ಮುರುಘಾ ಮಠದ ಹಾಸ್ಟೆಲ್‌ನ ಇಬ್ಬರು ಅಪ್ರಾಪ್ತ ವಿದ್ಯಾರ್ಥಿನಿಯರಿಂದ ಕೇಸ್ ದಾಖಲಾಗಿತ್ತು. ಈ ಪ್ರಕರಣದಲ್ಲಿ ಎ1 ಮುರುಘಾಶ್ರೀ, ಎ2 ಲೇಡಿ ವಾರ್ಡನ್ ರಶ್ಮಿ, ಎ3 ಬಸವಾದಿತ್ಯ, ಎ4 ಮ್ಯಾನೇಜರ್ ಪರಮಶಿವಯ್ಯ ಎಂದು ಆರೋಪಿಗಳ ವಿರುದ್ಧ ಪ್ರಕರಣ ದಾಖಲಾಗಿತ್ತು. ಬಳಿಕ 2022ರ ನವೆಂಬರ್ 16ರಂದು ಶ್ರೀಗಳನ್ನು ಬಂಧಿಸಲಾಗಿತ್ತು. ಈ ಪ್ರಕರಣದಲ್ಲಿ ಎಲ್ಲಾ ಸಾಕ್ಷ್ಯಗಳನ್ನು ಪರಿಶೀಲಿಸಿದ ನ್ಯಾಯಾಲಯ ಆರೋಪ ಸಾಬೀತುಪಡಿಸುವಲ್ಲಿ ಪ್ರಾಸಿಕ್ಯೂಷನ್ ವಿಫಲವಾಗಿದೆ ಎಂದು ಹೇಳಿದೆ. ಇದರಿಂದ ಮುರುಘಾ ಶ್ರೀಗಳು ಮತ್ತು ಇತರ ಆರೋಪಿಗಳು ದೋಷಮುಕ್ತರಾಗಿದ್ದಾರೆ. — [608, 718, 716, 908]
ad-note: ನಮ್ಮ ಅಂಗಡಿಯಲ್ಲಿ ಏಷ್ಯನ್ ಕಂಪನಿಯ ಪೇಂಟ್ಸ್ ಸಿಗುತ್ತವೆ. — [780, 130, 1012, 143]
section-rule — [26, 1182, 1020, 1183]
column-rule — [370, 684, 371, 934]
issue-page: PAGE : 4 — [728, 192, 776, 203]
byline: @ಸಮಗ್ರಪ್ರಭ — [320, 326, 358, 336]
ad-description: ಸಮಸ್ತ ಹೋಲ್‌ಸೇಲ್ ಮತ್ತು ರಿಟೇಲ್ ಫ್ರೈವುಡ್, ಹಾರ್ಡ್‌ವೇರ್ ಹಾರ್ಡ್‌ವೇರ್, ರೆಡಿಮೇಡ್ ಡೋರ್‌ಗಳು, ಕಿಚನ್ ಪರಿಕರಗಳು ಸಿಗುತ್ತವೆ. — [780, 98, 983, 115]
photo-arivu-meeting — [735, 727, 1013, 815]
story-modi — [30, 938, 718, 1176]
story-headline: ನಮ್ಮವರ ಮನಸ್ಸು ಖರ್ಗೆಗೆ ಅರ್ಥವಾಗುತ್ತದೆ: ಪರಂ — [30, 227, 206, 281]
story-congress — [30, 1188, 542, 1588]
issue-bar — [26, 186, 1020, 208]
story-body: ವಿಜಯಪುರ: 'ದಲಿತರನ್ನು ರಾಜ್ಯದ ಮುಂದಿನ ಮುಖ್ಯಮಂತ್ರಿ ಮಾಡಬೇಕು ಎಂಬ ವಿಷಯವಾಗಿ ನಾನು ಯಾವುದೇ ಪ್ರತಿಕ್ರಿಯೆ ನೀಡಲಾರೆ. ನಮ್ಮವರ ಮಲ್ಲಿಕಾರ್ಜುನ ಖರ್ಗೆ ಎಐಸಿಸಿ ಅಧ್ಯಕ್ಷರಿದ್ದಾರೆ. ಅವರಿಗೆ 50 ವರ್ಷ ಸುದೀರ್ಘ ರಾಜಕಾರಣದ ಅನುಭವವಿದೆ. ನಮ್ಮವರ (ದಲಿತ ಸಮುದಾಯ) ಮನಸ್ಸು ಅವರಿಗೆ ಅರ್ಥವಾಗುತ್ತದೆ' ಎಂದು ಗೃಹ ಸಚಿವ ಡಾ. ಜಿ. ಪರಮೇಶ್ವರ್ ಹೇಳಿದರು. 'ನಮ್ಮದು ಹೈಕಮಾಂಡ್ ಸಂಸ್ಕೃತಿ. ಮುಖ್ಯಮಂತ್ರಿ ಬದಲಾವಣೆ, ಸಚಿವ ಸಂಪುಟ ಪುನರ್ ರಚನೆ ವಿಷಯದಲ್ಲಿ ಹೈಕಮಾಂಡ್ ನಿರ್ಧಾರವೇ ಅಂತಿಮ. ಹೈಕಮಾಂಡ್ ಸೂಚನೆಯಂತೆ ನಡೆದುಕೊಳ್ಳುವೆ' ಎಂದು ನಗರದಲ್ಲಿ ಬುಧವಾರ ಸುದ್ದಿಗಾರರಿಗೆ ತಿಳಿಸಿದರು. 'ವಿಧಾನಸಭೆ ಚುನಾವಣೆಯಲ್ಲಿ ರಾಜ್ಯದ ಜನತೆಗೆ ನೀಡಿದ ಭರವಸೆ ಈಡೇರಿಸುತ್ತಿದ್ದೇವೆ. ಗ್ಯಾರಂಟಿ ಯೋಜನೆಗಳನ್ನು ಯಶಸ್ವಿಯಾಗಿ ಅನುಷ್ಠಾನ ಮಾಡಿದ್ದೇವೆ, ಎಲ್ಲ ಸರ್ಕಾರಿ ಕಾರ್ಯಕ್ರಮಗಳನ್ನು ನಡೆಸುತ್ತಿದ್ದೇವೆ. — [32, 428, 230, 562]
masthead-subtitle: ಕನ್ನಡ ದಿನಪತ್ರಿಕೆ — [380, 150, 456, 168]
story-pocso — [376, 684, 718, 934]
photo-modi — [262, 982, 486, 1110]
issue-price: PRICE : Rs. 4 — [912, 192, 984, 203]
